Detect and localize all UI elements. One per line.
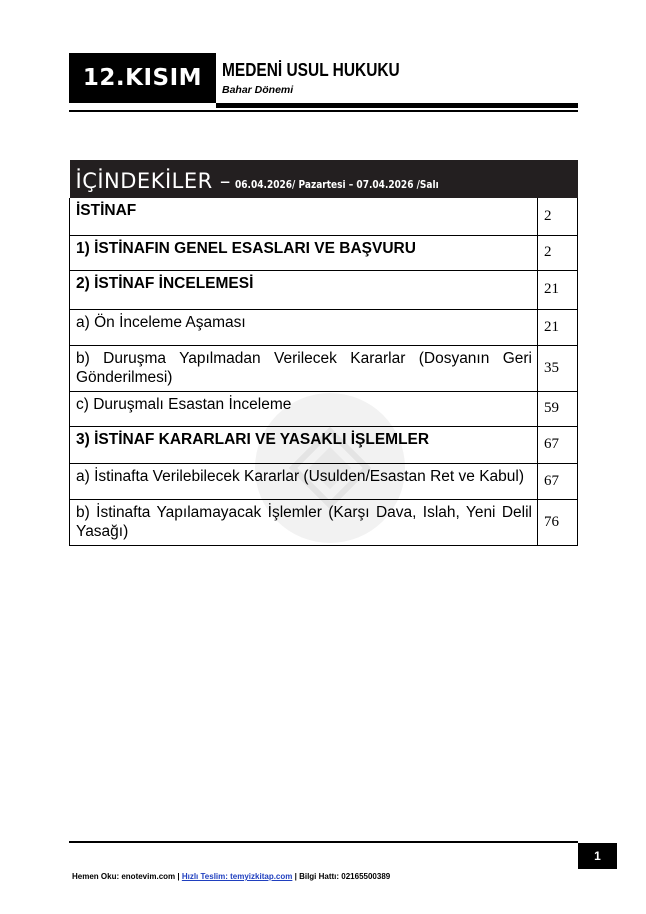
toc-dates: 06.04.2026/ Pazartesi – 07.04.2026 /Salı [235,178,440,191]
toc-entry-label[interactable]: a) Ön İnceleme Aşaması [70,309,538,345]
footer-read-link[interactable]: Hemen Oku: enotevim.com [72,872,176,881]
toc-row[interactable] [70,499,578,545]
toc-entry-page: 2 [538,198,578,235]
toc-entry-page: 35 [538,345,578,391]
toc-entry-label[interactable]: 1) İSTİNAFIN GENEL ESASLARI VE BAŞVURU [70,235,538,270]
toc-row[interactable] [70,309,578,345]
toc-entry-label[interactable]: a) İstinafta Verilebilecek Kararlar (Usulden/Esastan Ret ve Kabul) [70,463,538,499]
toc-entry-label[interactable]: 2) İSTİNAF İNCELEMESİ [70,270,538,309]
toc-row[interactable] [70,235,578,270]
toc-entry-page: 21 [538,309,578,345]
toc-entry-label[interactable]: 3) İSTİNAF KARARLARI VE YASAKLI İŞLEMLER [70,426,538,463]
toc-row[interactable] [70,345,578,391]
toc-row[interactable] [70,198,578,235]
footer-hotline: Bilgi Hattı: 02165500389 [299,872,391,881]
footer-rule [69,841,578,843]
toc-row[interactable] [70,463,578,499]
toc-header-cell [70,160,578,198]
toc-entry-label[interactable]: b) İstinafta Yapılamayacak İşlemler (Karşı Dava, Islah, Yeni Delil Yasağı) [70,499,538,545]
toc-header-row [70,160,578,198]
header-rule-thin [69,110,578,112]
toc-entry-label[interactable]: İSTİNAF [70,198,538,235]
toc-entry-label[interactable]: b) Duruşma Yapılmadan Verilecek Kararlar (Dosyanın Geri Gönderilmesi) [70,345,538,391]
toc-entry-page: 21 [538,270,578,309]
course-subtitle: Bahar Dönemi [222,84,294,96]
toc-entry-label[interactable]: c) Duruşmalı Esastan İnceleme [70,391,538,426]
section-badge: 12.KISIM [69,53,216,103]
table-of-contents [69,160,578,546]
toc-row[interactable] [70,426,578,463]
toc-entry-page: 67 [538,463,578,499]
toc-row[interactable] [70,391,578,426]
header-rule-thick [216,103,578,108]
toc-entry-page: 67 [538,426,578,463]
footer-separator: | [175,872,182,881]
toc-entry-page: 59 [538,391,578,426]
footer-text [72,872,390,881]
toc-row[interactable] [70,270,578,309]
page-number: 1 [578,843,617,869]
footer-delivery-link[interactable]: Hızlı Teslim: temyizkitap.com [181,872,293,881]
toc-entry-page: 2 [538,235,578,270]
course-title: MEDENİ USUL HUKUKU [222,60,400,80]
toc-heading: İÇİNDEKİLER – [75,169,231,193]
toc-entry-page: 76 [538,499,578,545]
footer-separator: | [292,872,300,881]
